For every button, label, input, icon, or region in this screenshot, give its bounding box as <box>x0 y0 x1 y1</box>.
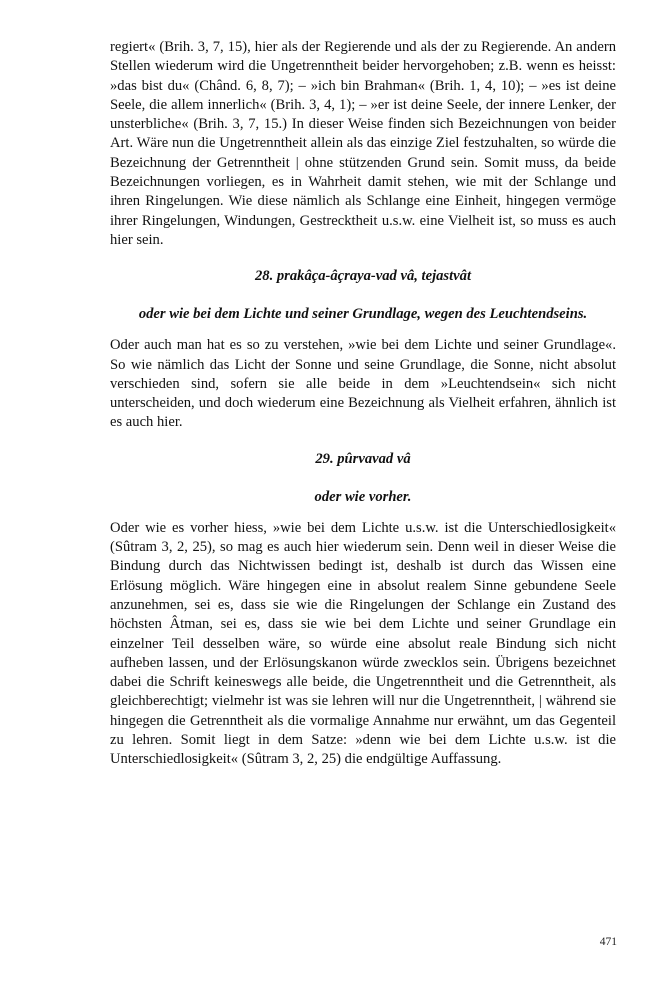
paragraph-sutra-29: Oder wie es vorher hiess, »wie bei dem Lichte u.s.w. ist die Unterschiedlosigkeit« (Sûtram 3, 2, 25), so mag es auch hier wiederum sein. Denn weil in dieser Weise die Bindung durch das Nichtwissen bedingt ist, deshalb ist durch das Wissen eine Erlösung möglich. Wäre hingegen eine in absolut realem Sinne gebundene Seele anzunehmen, sei es, dass sie wie die Ringelungen der Schlange ein Zustand des höchsten Âtman, sei es, dass sie wie bei dem Lichte und seiner Grundlage ein einzelner Teil desselben wäre, so würde eine absolut reale Bindung sich nicht aufheben lassen, und der Erlösungskanon würde zwecklos sein. Übrigens bezeichnet dabei die Schrift keineswegs alle beide, die Ungetrenntheit und die Getrenntheit, als gleichberechtigt; vielmehr ist was sie lehren will nur die Ungetrenntheit, | während sie hingegen die Getrenntheit als die vormalige Annahme nur erwähnt, um das Gegenteil zu lehren. Somit liegt in dem Satze: »denn wie bei dem Lichte u.s.w. ist die Unterschiedlosigkeit« (Sûtram 3, 2, 25) die endgültige Auffassung. <box>110 519 616 768</box>
page-body <box>110 38 616 770</box>
sutra-28-translation: oder wie bei dem Lichte und seiner Grundlage, wegen des Leuchtendseins. <box>138 306 588 323</box>
paragraph-sutra-28: Oder auch man hat es so zu verstehen, »wie bei dem Lichte und seiner Grundlage«. So wie nämlich das Licht der Sonne und seine Grundlage, die Sonne, nicht absolut verschieden sind, sofern sie alle beide in dem »Leuchtendsein« sich nicht unterscheiden, und doch wiederum eine Bezeichnung als Vielheit erfahren, ähnlich ist es auch hier. <box>110 337 616 431</box>
sutra-29-translation: oder wie vorher. <box>314 488 412 505</box>
page-number: 471 <box>599 936 617 948</box>
paragraph-intro: regiert« (Brih. 3, 7, 15), hier als der Regierende und als der zu Regierende. An andern Stellen wiederum wird die Ungetrenntheit beider hervorgehoben; z.B. wenn es heisst: »das bist du« (Chând. 6, 8, 7); – »ich bin Brahman« (Brih. 1, 4, 10); – »es ist deine Seele, die allem innerlich« (Brih. 3, 4, 1); – »er ist deine Seele, der innere Lenker, der unsterbliche« (Brih. 3, 7, 15.) In dieser Weise finden sich Bezeichnungen von beider Art. Wäre nun die Ungetrenntheit allein als das einzige Ziel festzuhalten, so würde die Bezeichnung der Getrenntheit | ohne stützenden Grund sein. Somit muss, da beide Bezeichnungen vorliegen, es in Wahrheit damit stehen, wie mit der Schlange und ihren Ringelungen. Wie diese nämlich als Schlange eine Einheit, hingegen vermöge ihrer Ringelungen, Windungen, Gestrecktheit u.s.w. eine Vielheit ist, so muss es auch hier sein. <box>110 39 616 248</box>
sutra-28-heading: 28. prakâça-âçraya-vad vâ, tejastvât <box>254 268 471 285</box>
sutra-29-heading: 29. pûrvavad vâ <box>315 450 411 467</box>
